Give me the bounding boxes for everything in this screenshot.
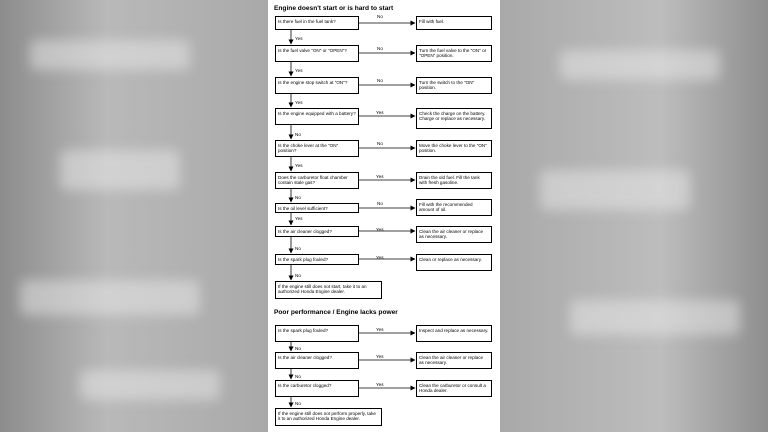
section-title: Engine doesn't start or is hard to start: [274, 5, 394, 12]
question-box: Is the engine stop switch at "ON"?: [275, 77, 359, 94]
question-box: Is the fuel valve "ON" or "OPEN"?: [275, 45, 359, 62]
action-box: Inspect and replace as necessary.: [416, 325, 492, 342]
continue-label: Yes: [295, 36, 303, 41]
question-box: Is the oil level sufficient?: [275, 203, 359, 213]
branch-label: Yes: [376, 110, 384, 115]
action-box: Turn the switch to the "ON" position.: [416, 77, 492, 94]
action-box: Drain the old fuel. Fill the tank with fresh gasoline.: [416, 172, 492, 189]
continue-label: No: [295, 195, 301, 200]
branch-label: No: [377, 78, 383, 83]
branch-label: No: [377, 201, 383, 206]
final-box: If the engine still does not start, take it to an authorized Honda Engine dealer.: [275, 281, 382, 299]
continue-label: No: [295, 132, 301, 137]
action-box: Move the choke lever to the "ON" position.: [416, 140, 492, 157]
branch-label: Yes: [376, 174, 384, 179]
action-box: Fill with fuel.: [416, 16, 492, 30]
continue-label: No: [295, 374, 301, 379]
branch-label: Yes: [376, 382, 384, 387]
final-box: If the engine still does not perform properly, take it to an authorized Honda Engine dealer.: [275, 408, 382, 426]
blurred-background-right: [500, 0, 768, 432]
branch-label: No: [377, 14, 383, 19]
continue-label: Yes: [295, 216, 303, 221]
continue-label: Yes: [295, 100, 303, 105]
branch-label: Yes: [376, 255, 384, 260]
question-box: Does the carburetor float chamber contain stale gas?: [275, 172, 359, 189]
branch-label: Yes: [376, 354, 384, 359]
branch-label: No: [377, 46, 383, 51]
action-box: Clean or replace as necessary.: [416, 254, 492, 271]
branch-label: Yes: [376, 327, 384, 332]
action-box: Clean the air cleaner or replace as necessary.: [416, 352, 492, 369]
continue-label: Yes: [295, 68, 303, 73]
question-box: Is the air cleaner clogged?: [275, 352, 359, 369]
action-box: Turn the fuel valve to the "ON" or "OPEN" position.: [416, 45, 492, 62]
blurred-background-left: [0, 0, 268, 432]
continue-label: No: [295, 346, 301, 351]
continue-label: No: [295, 246, 301, 251]
question-box: Is the choke lever at the "ON" position?: [275, 140, 359, 157]
flowchart-document: [268, 0, 500, 432]
action-box: Clean the carburetor or consult a Honda dealer.: [416, 380, 492, 397]
action-box: Check the charge on the battery. Charge or replace as necessary.: [416, 108, 492, 129]
section-title: Poor performance / Engine lacks power: [274, 309, 398, 316]
question-box: Is the spark plug fouled?: [275, 254, 359, 265]
branch-label: No: [377, 141, 383, 146]
question-box: Is there fuel in the fuel tank?: [275, 16, 359, 30]
continue-label: No: [295, 401, 301, 406]
question-box: Is the carburetor clogged?: [275, 380, 359, 397]
action-box: Fill with the recommended amount of oil.: [416, 199, 492, 216]
branch-label: Yes: [376, 227, 384, 232]
question-box: Is the air cleaner clogged?: [275, 226, 359, 237]
continue-label: No: [295, 273, 301, 278]
action-box: Clean the air cleaner or replace as necessary.: [416, 226, 492, 243]
continue-label: Yes: [295, 163, 303, 168]
question-box: Is the engine equipped with a battery?: [275, 108, 359, 125]
question-box: Is the spark plug fouled?: [275, 325, 359, 342]
